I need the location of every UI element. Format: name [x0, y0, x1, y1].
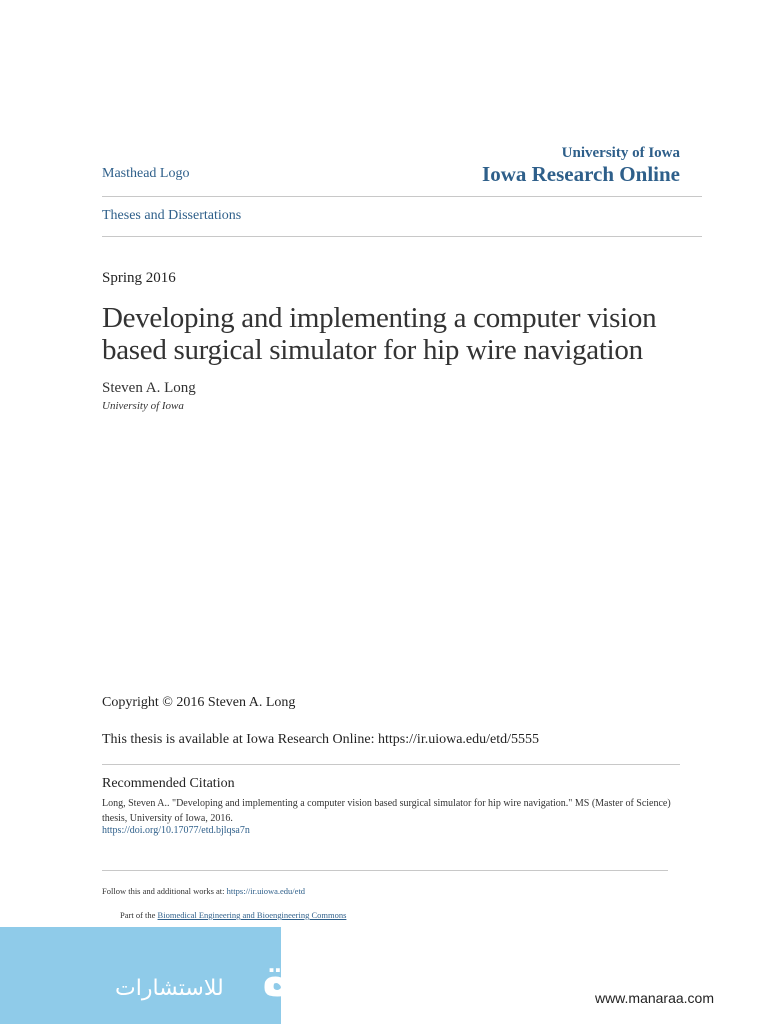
author-affiliation: University of Iowa [102, 400, 184, 412]
availability-statement: This thesis is available at Iowa Research Online: https://ir.uiowa.edu/etd/5555 [102, 732, 540, 747]
collection-link[interactable]: Theses and Dissertations [102, 208, 242, 223]
rights-divider [102, 764, 680, 765]
citation-heading: Recommended Citation [102, 776, 235, 791]
masthead-logo[interactable]: Masthead Logo [102, 166, 190, 181]
follow-prefix: Follow this and additional works at: [102, 886, 227, 896]
follow-link[interactable]: https://ir.uiowa.edu/etd [226, 886, 306, 896]
part-of-prefix: Part of the [120, 910, 158, 920]
logo-large-text: المنارة [262, 948, 436, 1008]
header-divider [102, 196, 702, 197]
commons-link[interactable]: Biomedical Engineering and Bioengineering Commons [157, 910, 347, 920]
citation-text: Long, Steven A.. "Developing and implementing a computer vision based surgical simulator for hip wire navigation." MS (Master of Science) thesis, University of Iowa, 2016. [102, 798, 671, 824]
author-name: Steven A. Long [102, 380, 196, 396]
part-of-line [120, 910, 346, 920]
citation-divider [102, 870, 668, 871]
repository-name[interactable]: Iowa Research Online [482, 162, 680, 186]
doi-link[interactable]: https://doi.org/10.17077/etd.bjlqsa7n [102, 825, 250, 836]
copyright-notice: Copyright © 2016 Steven A. Long [102, 695, 296, 710]
document-title: Developing and implementing a computer vision based surgical simulator for hip wire navigation [102, 302, 657, 366]
site-url[interactable]: www.manaraa.com [594, 990, 714, 1006]
university-name[interactable]: University of Iowa [561, 145, 680, 161]
collection-divider [102, 236, 702, 237]
watermark-logo [0, 927, 436, 1024]
follow-line [102, 886, 305, 896]
publication-term: Spring 2016 [102, 270, 176, 286]
logo-small-text: للاستشارات [115, 976, 224, 1001]
manaraa-logo-icon [0, 927, 436, 1024]
